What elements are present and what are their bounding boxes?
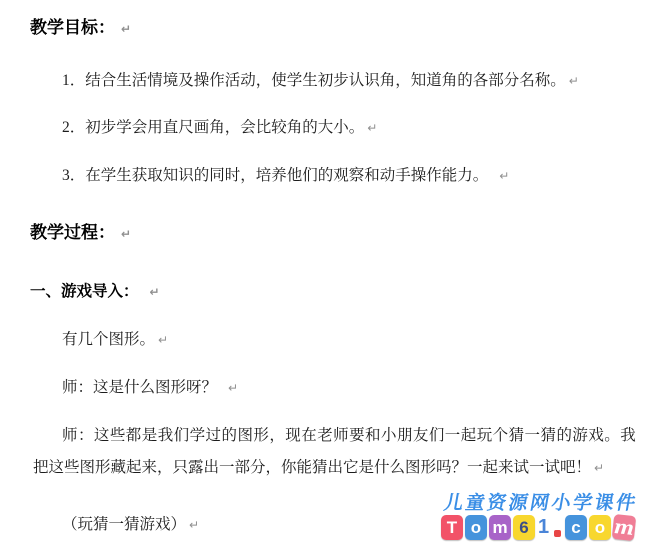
paragraph-mark-icon: ↵ [158,333,169,347]
logo-digit-1: 1 [537,516,550,538]
line-shapes [62,329,168,351]
logo-letter-t-tile: T [441,515,463,540]
paragraph-mark-icon: ↵ [228,381,239,395]
line-shapes-text: 有几个图形。 [62,331,156,348]
play-game-note-text: （玩猜一猜游戏） [62,516,187,533]
objective-item-1 [62,70,579,92]
paragraph-mark-icon: ↵ [367,121,378,135]
heading-teaching-process-text: 教学过程： [30,223,115,242]
paragraph-mark-icon: ↵ [121,22,132,36]
teacher-speech-line-2 [33,457,637,479]
heading-teaching-objectives-text: 教学目标： [30,18,115,37]
teacher-speech-paragraph [33,425,637,479]
teacher-speech-line-2-text: 把这些图形藏起来，只露出一部分，你能猜出它是什么图形吗？一起来试一试吧！ [33,459,592,476]
objective-item-3 [62,165,509,187]
teacher-question-1 [62,377,238,399]
paragraph-mark-icon: ↵ [121,227,132,241]
play-game-note [62,514,199,536]
watermark-site-name: 儿童资源网小学课件 [442,493,640,514]
logo-letter-c-tile: c [565,515,587,540]
objective-item-1-text: 1．结合生活情境及操作活动，使学生初步认识角，知道角的各部分名称。 [62,72,566,89]
objective-item-2-text: 2．初步学会用直尺画角，会比较角的大小。 [62,119,365,136]
objective-item-2 [62,117,377,139]
tom61-logo [441,514,635,541]
logo-letter-o2-tile: o [589,515,611,540]
objective-item-3-text: 3．在学生获取知识的同时，培养他们的观察和动手操作能力。 [62,167,489,184]
paragraph-mark-icon: ↵ [149,285,160,299]
logo-letter-m-tile: m [489,515,511,540]
teacher-speech-line-1: 师：这些都是我们学过的图形，现在老师要和小朋友们一起玩个猜一猜的游戏。我 [62,427,637,444]
logo-letter-m2-tile: m [612,515,636,540]
teacher-question-1-text: 师：这是什么图形呀？ [62,379,218,396]
logo-letter-o-tile: o [465,515,487,540]
logo-digit-6-tile: 6 [513,515,535,540]
paragraph-mark-icon: ↵ [568,74,579,88]
section-game-intro-text: 一、游戏导入： [30,283,139,300]
paragraph-mark-icon: ↵ [189,518,200,532]
logo-dot-icon [554,530,561,537]
section-game-intro [30,281,160,303]
heading-teaching-objectives [30,16,131,41]
paragraph-mark-icon: ↵ [594,461,605,475]
heading-teaching-process [30,221,131,246]
paragraph-mark-icon: ↵ [499,169,510,183]
